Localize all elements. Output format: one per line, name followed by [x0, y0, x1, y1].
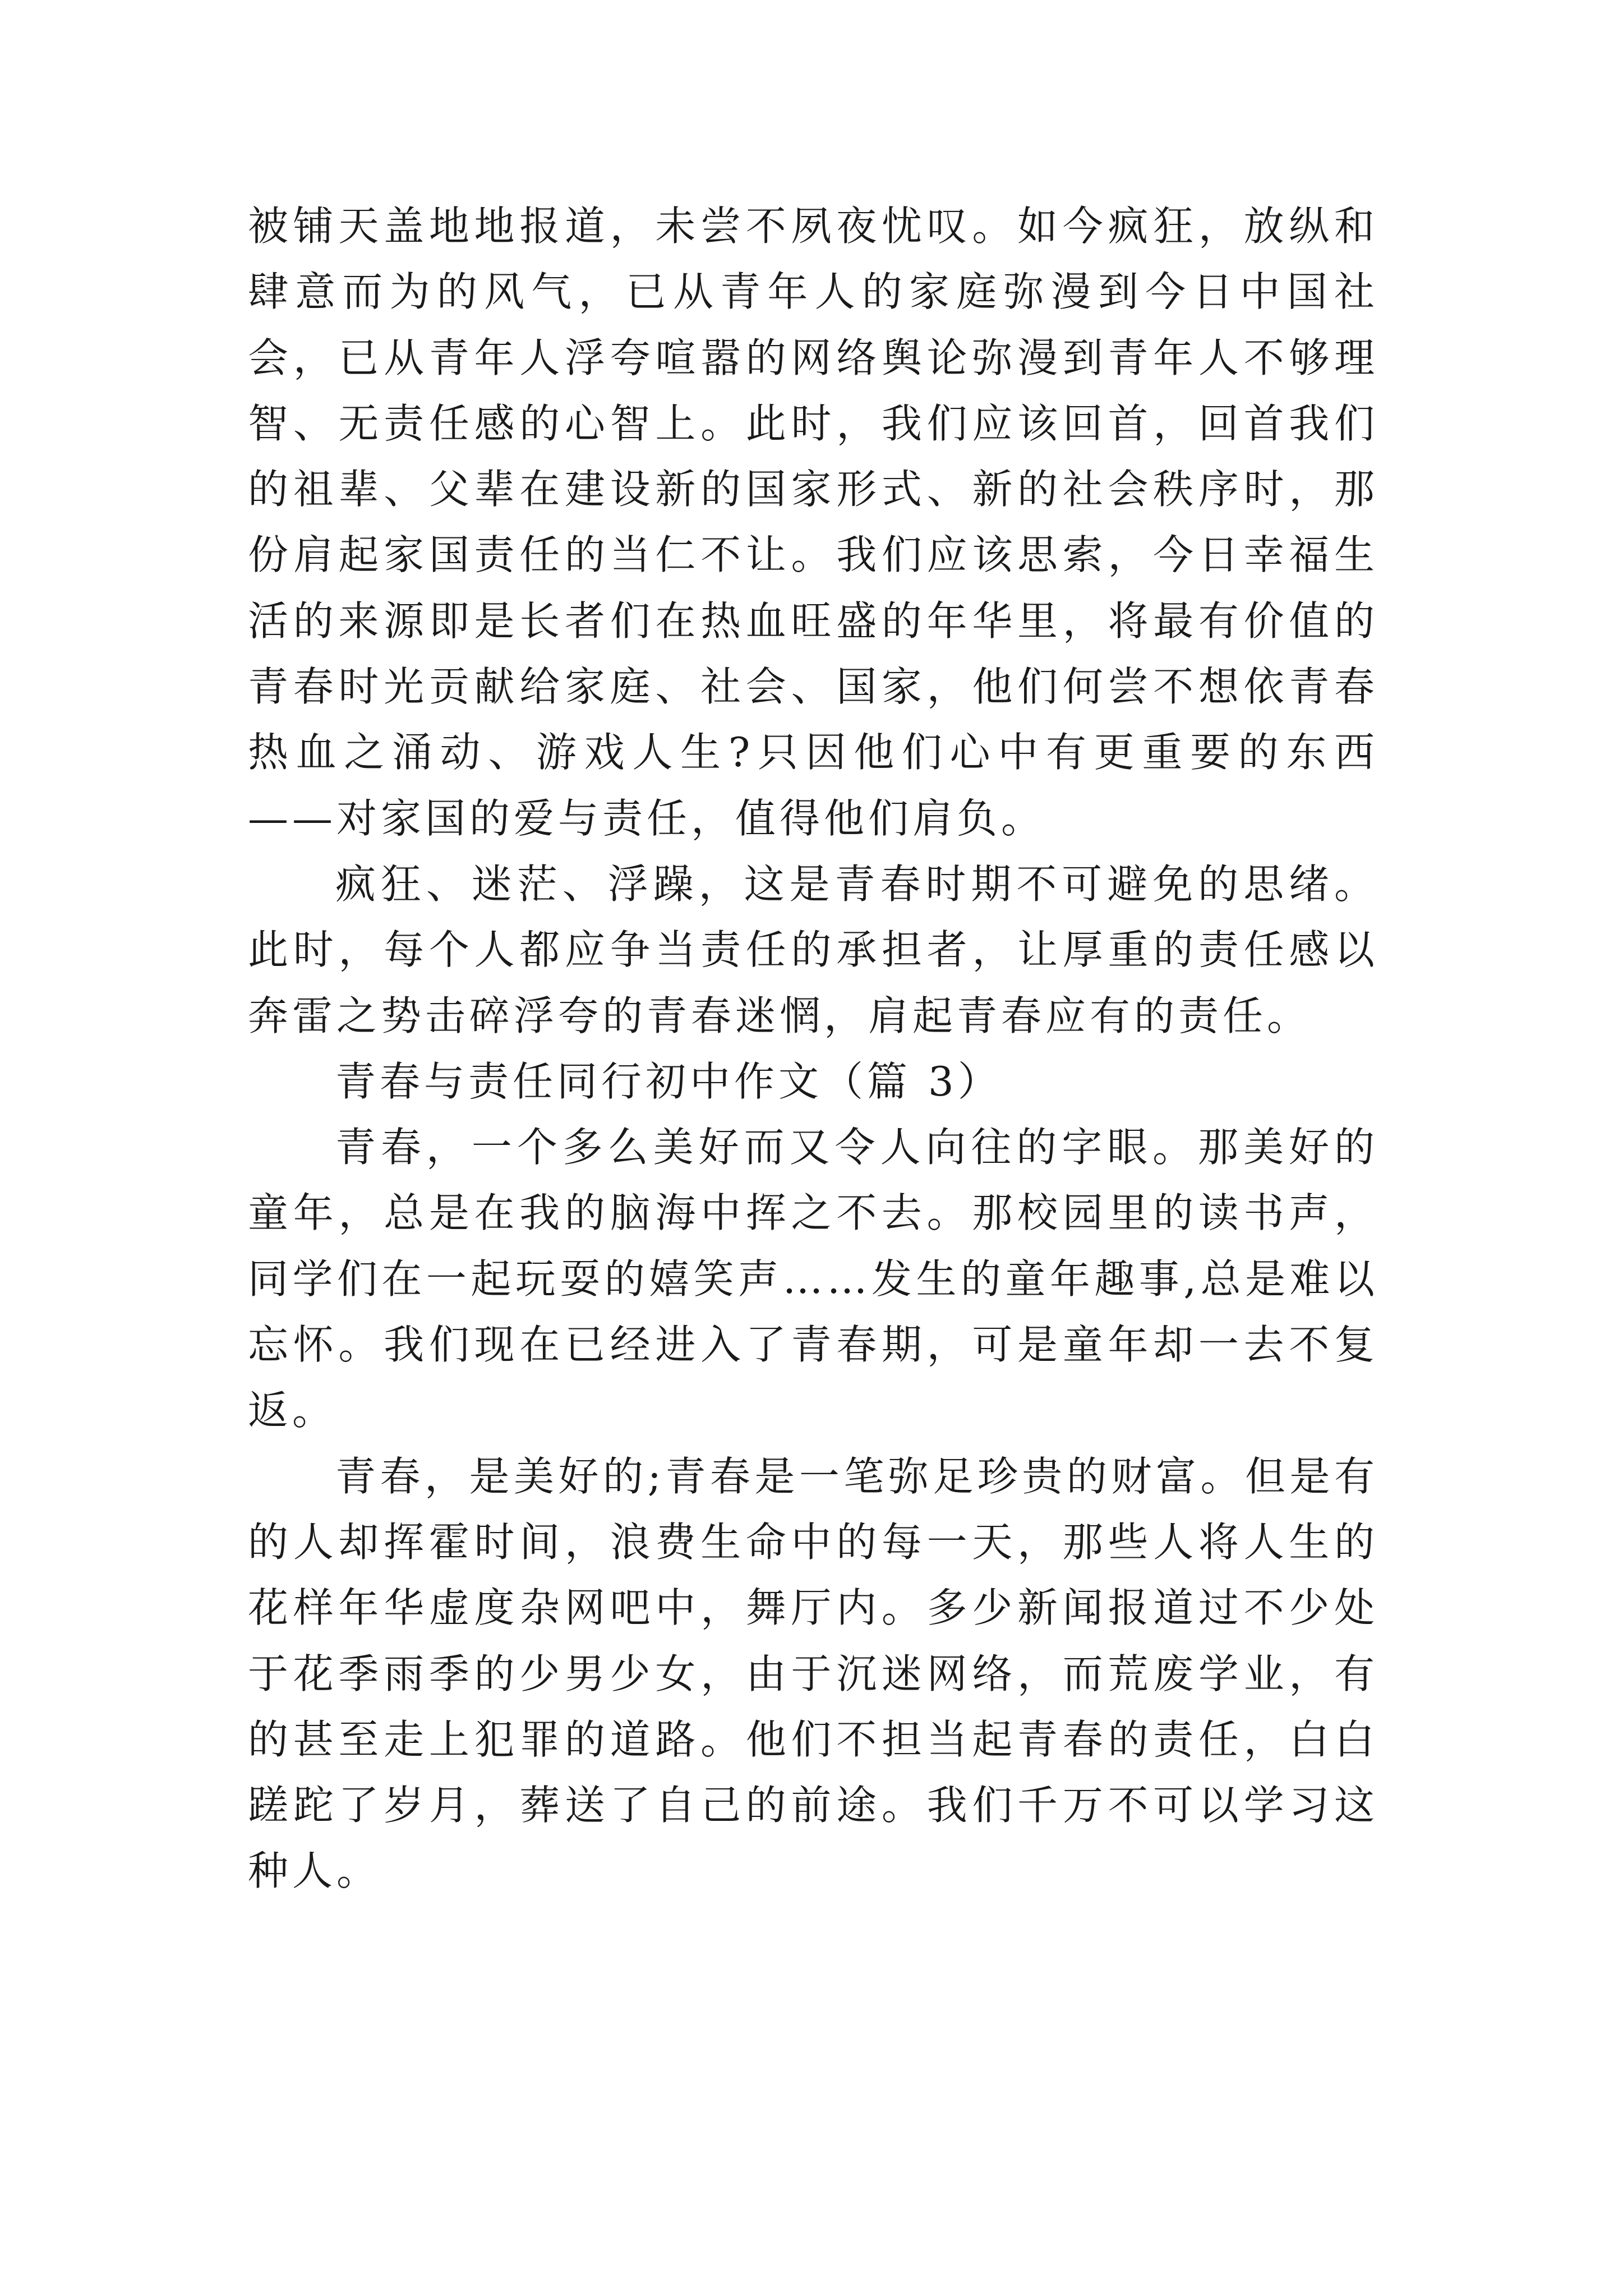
document-body: [248, 194, 1378, 1904]
section-heading: 青春与责任同行初中作文（篇 3）: [335, 1057, 1002, 1105]
paragraph: 疯狂、迷茫、浮躁，这是青春时期不可避免的思绪。此时，每个人都应争当责任的承担者，让厚重的责任感以奔雷之势击碎浮夸的青春迷惘，肩起青春应有的责任。: [248, 860, 1378, 1039]
paragraph: 青春，一个多么美好而又令人向往的字眼。那美好的童年，总是在我的脑海中挥之不去。那校园里的读书声，同学们在一起玩耍的嬉笑声……发生的童年趣事,总是难以忘怀。我们现在已经进入了青春期，可是童年却一去不复返。: [248, 1124, 1378, 1434]
paragraph-continued: 被铺天盖地地报道，未尝不夙夜忧叹。如今疯狂，放纵和肆意而为的风气，已从青年人的家庭弥漫到今日中国社会，已从青年人浮夸喧嚣的网络舆论弥漫到青年人不够理智、无责任感的心智上。此时，我们应该回首，回首我们的祖辈、父辈在建设新的国家形式、新的社会秩序时，那份肩起家国责任的当仁不让。我们应该思索，今日幸福生活的来源即是长者们在热血旺盛的年华里，将最有价值的青春时光贡献给家庭、社会、国家，他们何尝不想依青春热血之涌动、游戏人生?只因他们心中有更重要的东西——对家国的爱与责任，值得他们肩负。: [248, 203, 1378, 842]
paragraph: 青春，是美好的;青春是一笔弥足珍贵的财富。但是有的人却挥霍时间，浪费生命中的每一天，那些人将人生的花样年华虚度杂网吧中，舞厅内。多少新闻报道过不少处于花季雨季的少男少女，由于沉迷网络，而荒废学业，有的甚至走上犯罪的道路。他们不担当起青春的责任，白白蹉跎了岁月，葬送了自己的前途。我们千万不可以学习这种人。: [248, 1452, 1378, 1895]
